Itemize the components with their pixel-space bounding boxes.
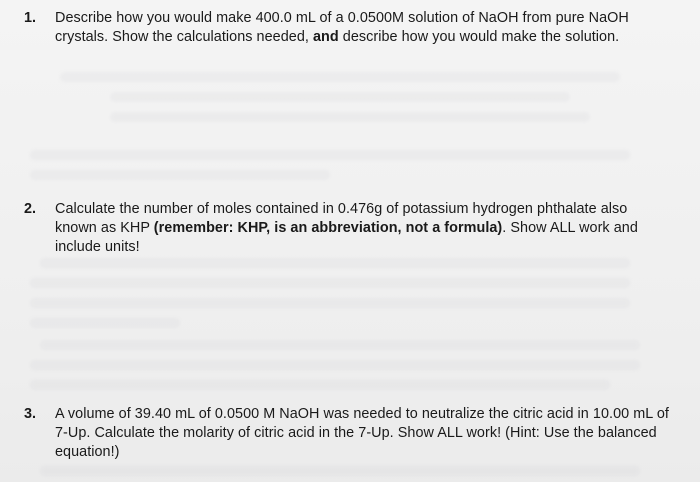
question-text-bold: (remember: KHP, is an abbreviation, not a formula) xyxy=(153,220,503,236)
question-number: 1. xyxy=(24,10,37,26)
question-text xyxy=(55,9,670,47)
question-text xyxy=(55,405,670,462)
question-text-part: . Show ALL work and include units! xyxy=(55,220,638,255)
question-number: 2. xyxy=(24,201,37,217)
question-number: 3. xyxy=(24,406,37,422)
question-text-part: A volume of 39.40 mL of 0.0500 M NaOH was needed to neutralize the citric acid in 10.00 mL of 7-Up. Calculate the molarity of citric acid in the 7-Up. Show ALL work! (Hint: Use the balanced equation!) xyxy=(55,406,669,460)
question-text-part: Describe how you would make 400.0 mL of a 0.0500M solution of NaOH from pure NaOH crystals. Show the calculations needed, xyxy=(55,10,629,45)
question-text-part: describe how you would make the solution. xyxy=(338,29,620,45)
question-text-bold: and xyxy=(312,29,339,45)
question-text-part: Calculate the number of moles contained in 0.476g of potassium hydrogen phthalate also known as KHP xyxy=(55,201,628,236)
question-text xyxy=(55,200,670,257)
